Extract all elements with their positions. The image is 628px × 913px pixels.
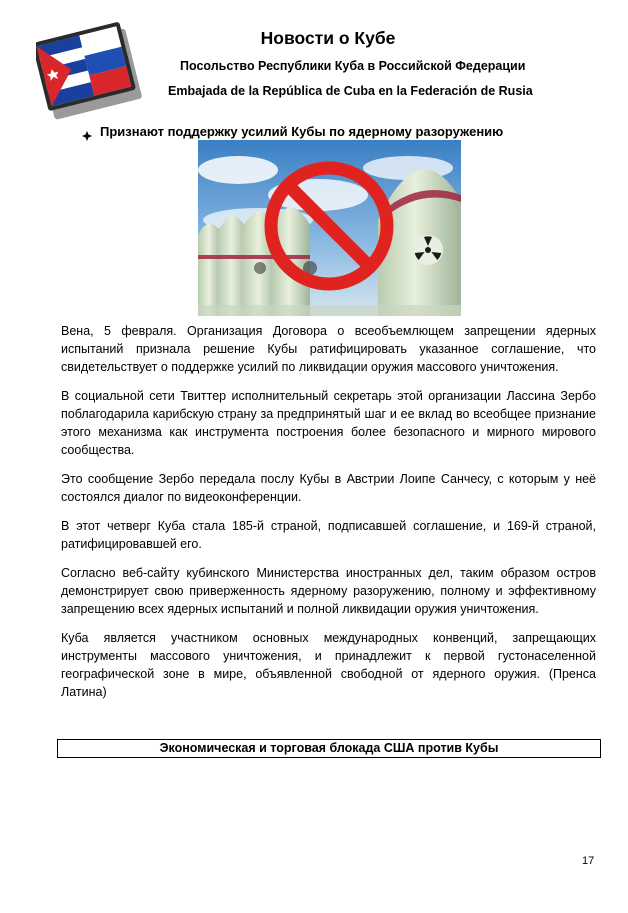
article-body	[61, 322, 596, 712]
diamond-bullet-icon	[82, 128, 92, 138]
article-headline: Признают поддержку усилий Кубы по ядерному разоружению	[100, 124, 504, 139]
page-number: 17	[582, 855, 595, 867]
article-paragraph-4: В этот четверг Куба стала 185-й страной, подписавшей соглашение, и 169-й страной, ратифицировавшей его.	[61, 519, 596, 551]
article-paragraph-3: Это сообщение Зербо передала послу Кубы в Австрии Лоипе Санчесу, с которым у неё состоялся диалог по видеоконференции.	[61, 472, 596, 504]
section-heading-box: Экономическая и торговая блокада США против Кубы	[57, 739, 601, 758]
page-title: Новости о Кубе	[260, 28, 396, 48]
article-paragraph-1: Вена, 5 февраля. Организация Договора о всеобъемлющем запрещении ядерных испытаний признала решение Кубы ратифицировать указанное соглашение, что свидетельствует о поддержке усилий по ликвидации оружия массового уничтожения.	[61, 324, 596, 374]
article-paragraph-5: Согласно веб-сайту кубинского Министерства иностранных дел, таким образом остров демонстрирует свою приверженность ядерному разоружению, полному и эффективному запрещению всех ядерных испытаний и полной ликвидации оружия уничтожения.	[61, 566, 596, 616]
nuclear-missiles-prohibited-photo	[198, 140, 461, 316]
embassy-name-spanish: Embajada de la República de Cuba en la Federación de Rusia	[168, 84, 533, 98]
article-paragraph-2: В социальной сети Твиттер исполнительный секретарь этой организации Лассина Зербо поблагодарила карибскую страну за предпринятый шаг и ее вклад во всеобщее признание этого механизма как инструмента построения более безопасного и мирного мирового сообщества.	[61, 389, 596, 457]
article-paragraph-6: Куба является участником основных международных конвенций, запрещающих инструменты массового уничтожения, и принадлежит к первой густонаселенной географической зоне в мире, объявленной свободной от ядерного оружия. (Пренса Латина)	[61, 631, 596, 699]
embassy-name-russian: Посольство Республики Куба в Российской Федерации	[180, 59, 526, 73]
